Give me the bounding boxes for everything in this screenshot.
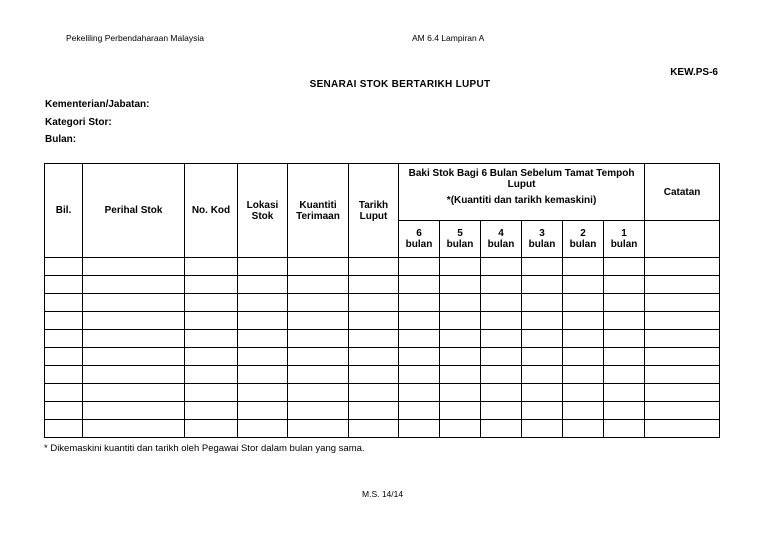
table-cell[interactable] (238, 420, 288, 438)
field-kementerian-jabatan: Kementerian/Jabatan: (45, 99, 150, 110)
table-cell[interactable] (399, 276, 440, 294)
month-number: 2 (580, 228, 586, 239)
table-cell[interactable] (563, 420, 604, 438)
month-number: 4 (498, 228, 504, 239)
table-cell[interactable] (440, 294, 481, 312)
table-cell[interactable] (440, 420, 481, 438)
table-cell[interactable] (45, 312, 83, 330)
column-header-perihal-stok: Perihal Stok (83, 164, 185, 258)
table-cell[interactable] (604, 402, 645, 420)
table-cell[interactable] (83, 348, 185, 366)
table-cell[interactable] (563, 366, 604, 384)
table-cell[interactable] (563, 258, 604, 276)
table-cell[interactable] (45, 258, 83, 276)
table-row (45, 294, 720, 312)
month-number: 1 (621, 228, 627, 239)
table-cell[interactable] (238, 402, 288, 420)
table-cell[interactable] (645, 294, 720, 312)
table-cell[interactable] (349, 420, 399, 438)
table-cell[interactable] (399, 330, 440, 348)
table-cell[interactable] (288, 348, 349, 366)
table-cell[interactable] (440, 402, 481, 420)
table-cell[interactable] (185, 330, 238, 348)
table-cell[interactable] (83, 366, 185, 384)
table-cell[interactable] (45, 330, 83, 348)
table-cell[interactable] (604, 366, 645, 384)
table-cell[interactable] (399, 258, 440, 276)
table-cell[interactable] (399, 384, 440, 402)
table-cell[interactable] (440, 330, 481, 348)
table-cell[interactable] (563, 384, 604, 402)
table-cell[interactable] (522, 276, 563, 294)
table-cell[interactable] (604, 312, 645, 330)
table-cell[interactable] (238, 312, 288, 330)
table-cell[interactable] (83, 294, 185, 312)
table-row (45, 258, 720, 276)
column-header-month-3 (522, 221, 563, 258)
table-cell[interactable] (645, 366, 720, 384)
table-row (45, 312, 720, 330)
table-cell[interactable] (83, 330, 185, 348)
table-cell[interactable] (522, 384, 563, 402)
column-header-catatan: Catatan (645, 164, 720, 221)
table-cell[interactable] (481, 348, 522, 366)
table-cell[interactable] (645, 402, 720, 420)
table-cell[interactable] (83, 420, 185, 438)
table-cell[interactable] (288, 366, 349, 384)
table-cell[interactable] (604, 258, 645, 276)
column-header-month-2 (563, 221, 604, 258)
month-number: 5 (457, 228, 463, 239)
month-unit: bulan (569, 239, 597, 250)
table-cell[interactable] (440, 366, 481, 384)
table-cell[interactable] (604, 348, 645, 366)
table-cell[interactable] (83, 258, 185, 276)
table-cell[interactable] (563, 402, 604, 420)
table-cell[interactable] (288, 294, 349, 312)
table-cell[interactable] (604, 420, 645, 438)
table-cell[interactable] (440, 348, 481, 366)
table-cell[interactable] (481, 312, 522, 330)
table-cell[interactable] (522, 312, 563, 330)
form-fields (45, 96, 149, 149)
month-unit: bulan (487, 239, 515, 250)
catatan-subheader-cell (645, 221, 720, 258)
table-cell[interactable] (288, 420, 349, 438)
table-cell[interactable] (481, 366, 522, 384)
table-cell[interactable] (238, 384, 288, 402)
table-cell[interactable] (349, 294, 399, 312)
column-header-baki-stok (399, 164, 645, 221)
table-cell[interactable] (563, 312, 604, 330)
column-header-tarikh-luput: Tarikh Luput (349, 164, 399, 258)
table-cell[interactable] (45, 276, 83, 294)
table-cell[interactable] (645, 330, 720, 348)
baki-stok-title: Baki Stok Bagi 6 Bulan Sebelum Tamat Tempoh Luput (408, 168, 635, 190)
table-cell[interactable] (645, 348, 720, 366)
month-unit: bulan (528, 239, 556, 250)
table-cell[interactable] (288, 258, 349, 276)
column-header-month-5 (440, 221, 481, 258)
table-cell[interactable] (522, 294, 563, 312)
table-cell[interactable] (349, 366, 399, 384)
table-cell[interactable] (440, 258, 481, 276)
month-number: 3 (539, 228, 545, 239)
field-kategori-stor: Kategori Stor: (45, 116, 112, 128)
table-row (45, 276, 720, 294)
table-cell[interactable] (185, 402, 238, 420)
table-cell[interactable] (238, 258, 288, 276)
table-cell[interactable] (83, 384, 185, 402)
table-cell[interactable] (481, 384, 522, 402)
table-cell[interactable] (522, 402, 563, 420)
table-cell[interactable] (185, 420, 238, 438)
table-cell[interactable] (399, 348, 440, 366)
table-cell[interactable] (645, 258, 720, 276)
table-cell[interactable] (288, 402, 349, 420)
table-cell[interactable] (563, 330, 604, 348)
table-row (45, 348, 720, 366)
table-cell[interactable] (563, 276, 604, 294)
table-cell[interactable] (238, 294, 288, 312)
table-cell[interactable] (238, 366, 288, 384)
table-cell[interactable] (440, 276, 481, 294)
table-cell[interactable] (645, 276, 720, 294)
table-cell[interactable] (185, 276, 238, 294)
table-row (45, 384, 720, 402)
table-cell[interactable] (349, 384, 399, 402)
table-cell[interactable] (185, 294, 238, 312)
table-cell[interactable] (288, 330, 349, 348)
month-number: 6 (416, 228, 422, 239)
table-cell[interactable] (45, 384, 83, 402)
table-cell[interactable] (522, 348, 563, 366)
table-cell[interactable] (522, 330, 563, 348)
table-cell[interactable] (185, 366, 238, 384)
column-header-bil: Bil. (45, 164, 83, 258)
table-cell[interactable] (481, 402, 522, 420)
table-cell[interactable] (481, 420, 522, 438)
table-cell[interactable] (604, 276, 645, 294)
table-row (45, 420, 720, 438)
table-cell[interactable] (399, 294, 440, 312)
table-cell[interactable] (481, 294, 522, 312)
table-cell[interactable] (481, 276, 522, 294)
table-cell[interactable] (185, 312, 238, 330)
table-cell[interactable] (440, 384, 481, 402)
field-bulan: Bulan: (45, 134, 77, 145)
table-cell[interactable] (238, 276, 288, 294)
column-header-lokasi-stok: Lokasi Stok (238, 164, 288, 258)
table-cell[interactable] (45, 348, 83, 366)
column-header-kuantiti-terimaan: Kuantiti Terimaan (288, 164, 349, 258)
table-cell[interactable] (522, 258, 563, 276)
table-cell[interactable] (604, 294, 645, 312)
table-cell[interactable] (185, 348, 238, 366)
page-number: M.S. 14/14 (362, 489, 404, 499)
table-cell[interactable] (45, 294, 83, 312)
form-code: KEW.PS-6 (670, 67, 718, 78)
table-cell[interactable] (604, 330, 645, 348)
table-cell[interactable] (45, 366, 83, 384)
table-cell[interactable] (288, 276, 349, 294)
table-cell[interactable] (563, 348, 604, 366)
month-unit: bulan (446, 239, 474, 250)
table-cell[interactable] (45, 420, 83, 438)
table-row (45, 402, 720, 420)
table-cell[interactable] (185, 258, 238, 276)
table-cell[interactable] (645, 420, 720, 438)
column-header-month-6 (399, 221, 440, 258)
table-cell[interactable] (645, 384, 720, 402)
table-row (45, 366, 720, 384)
table-cell[interactable] (563, 294, 604, 312)
month-unit: bulan (405, 239, 433, 250)
footnote: * Dikemaskini kuantiti dan tarikh oleh Pegawai Stor dalam bulan yang sama. (44, 443, 365, 454)
table-cell[interactable] (45, 402, 83, 420)
baki-stok-note: *(Kuantiti dan tarikh kemaskini) (446, 195, 597, 206)
table-cell[interactable] (349, 258, 399, 276)
table-cell[interactable] (645, 312, 720, 330)
table-cell[interactable] (604, 384, 645, 402)
table-cell[interactable] (83, 312, 185, 330)
stock-expiry-table (44, 163, 720, 438)
table-cell[interactable] (185, 384, 238, 402)
table-cell[interactable] (399, 366, 440, 384)
table-cell[interactable] (522, 366, 563, 384)
month-unit: bulan (610, 239, 638, 250)
table-cell[interactable] (83, 276, 185, 294)
table-cell[interactable] (349, 402, 399, 420)
table-cell[interactable] (288, 384, 349, 402)
table-cell[interactable] (238, 330, 288, 348)
table-cell[interactable] (83, 402, 185, 420)
table-cell[interactable] (481, 258, 522, 276)
table-cell[interactable] (238, 348, 288, 366)
table-cell[interactable] (399, 420, 440, 438)
table-cell[interactable] (399, 312, 440, 330)
table-row (45, 330, 720, 348)
column-header-no-kod: No. Kod (185, 164, 238, 258)
document-header-reference: AM 6.4 Lampiran A (412, 33, 485, 43)
table-cell[interactable] (399, 402, 440, 420)
table-cell[interactable] (440, 312, 481, 330)
column-header-month-1 (604, 221, 645, 258)
page-title: SENARAI STOK BERTARIKH LUPUT (309, 79, 491, 90)
table-cell[interactable] (349, 312, 399, 330)
column-header-month-4 (481, 221, 522, 258)
table-cell[interactable] (349, 330, 399, 348)
table-cell[interactable] (349, 276, 399, 294)
table-cell[interactable] (522, 420, 563, 438)
table-cell[interactable] (481, 330, 522, 348)
table-cell[interactable] (349, 348, 399, 366)
document-header-left: Pekeliling Perbendaharaan Malaysia (66, 33, 204, 43)
table-cell[interactable] (288, 312, 349, 330)
